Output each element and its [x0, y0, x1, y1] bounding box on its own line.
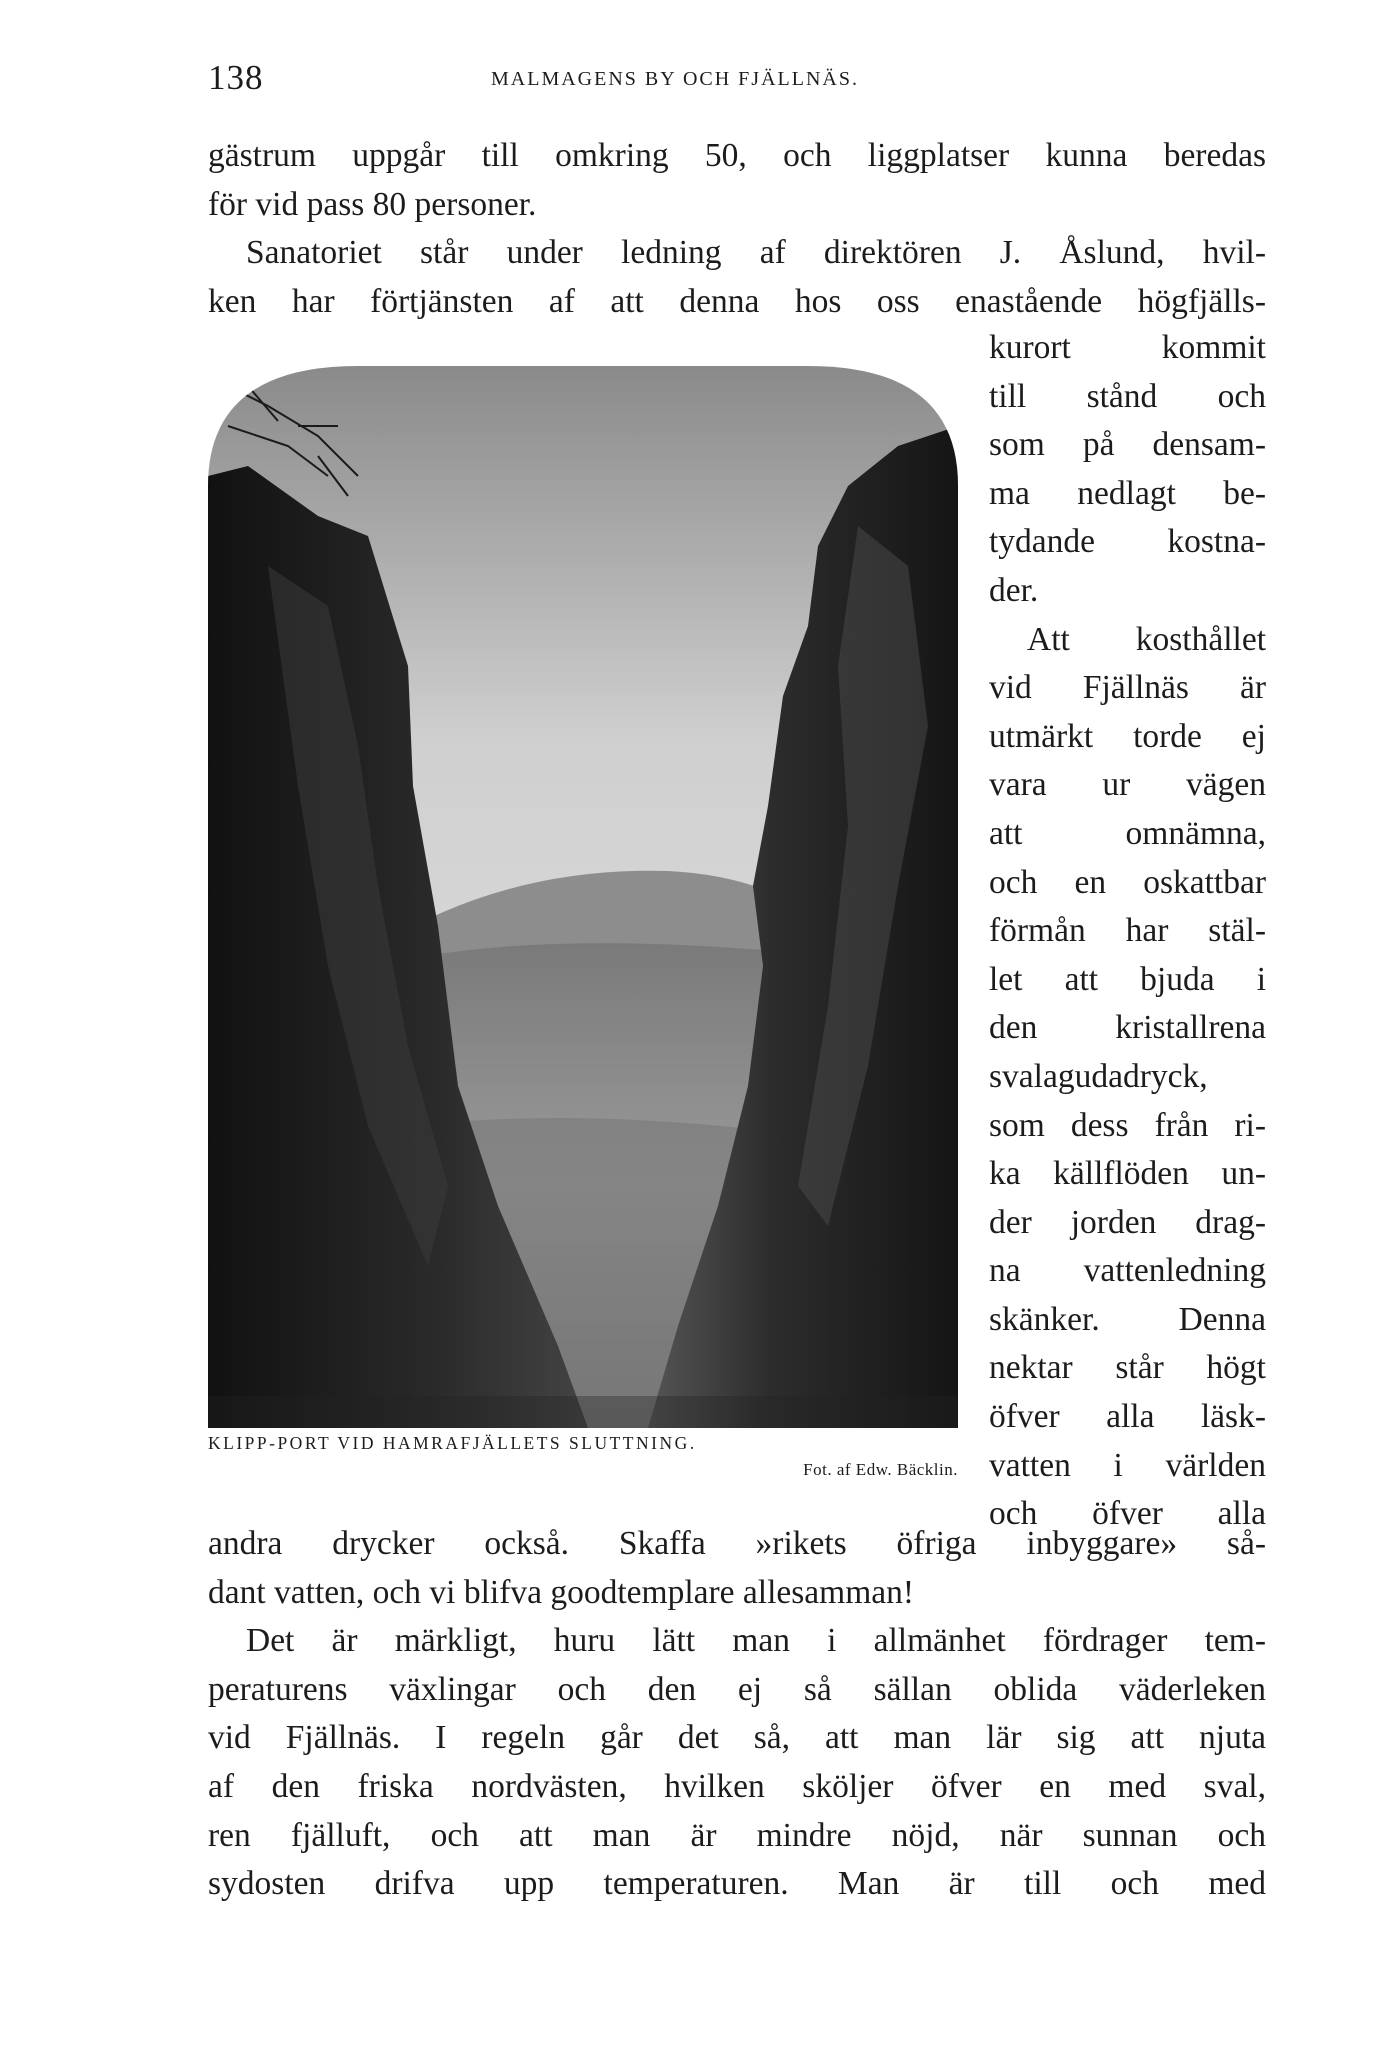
text-line: att omnämna, [989, 814, 1266, 852]
text-line: der jorden drag- [989, 1203, 1266, 1241]
text-line: der. [989, 571, 1039, 609]
top-paragraphs [208, 132, 1266, 326]
text-line: som dess från ri- [989, 1106, 1266, 1144]
text-line: nektar står högt [989, 1349, 1266, 1387]
text-line: den kristallrena [989, 1009, 1266, 1047]
text-line: na vattenledning [989, 1252, 1266, 1290]
text-line: ma nedlagt be- [989, 474, 1266, 512]
text-line: och öfver alla [989, 1495, 1266, 1533]
figure-caption: KLIPP-PORT VID HAMRAFJÄLLETS SLUTTNING. [208, 1433, 697, 1453]
text-line: vatten i världen [989, 1446, 1266, 1484]
text-line: som på densam- [989, 426, 1266, 464]
text-line: tydande kostna- [989, 523, 1266, 561]
photograph-rock-gate [208, 366, 958, 1428]
page-header [208, 58, 1266, 98]
bottom-paragraphs [208, 1520, 1266, 1909]
page-number: 138 [208, 58, 264, 97]
running-title: MALMAGENS BY OCH FJÄLLNÄS. [491, 68, 859, 90]
text-line: ka källflöden un- [989, 1155, 1266, 1193]
text-line: ken har förtjänsten af att denna hos oss enastående högfjälls- [208, 282, 1266, 320]
text-line: och en oskattbar [989, 863, 1266, 901]
text-line: kurort kommit [989, 329, 1266, 366]
photo-credit: Fot. af Edw. Bäcklin. [803, 1460, 958, 1479]
text-line: vid Fjällnäs är [989, 669, 1266, 707]
text-line: peraturens växlingar och den ej så sällan oblida väderleken [208, 1670, 1266, 1708]
text-line: vara ur vägen [989, 766, 1266, 804]
text-line: af den friska nordvästen, hvilken sköljer öfver en med sval, [208, 1767, 1266, 1805]
text-line: öfver alla läsk- [989, 1398, 1266, 1436]
text-line: Det är märkligt, huru lätt man i allmänhet fördrager tem- [246, 1622, 1266, 1660]
text-line: Att kosthållet [1027, 620, 1266, 658]
side-column [989, 324, 1266, 1539]
text-line: för vid pass 80 personer. [208, 185, 537, 223]
text-line: dant vatten, och vi blifva goodtemplare allesamman! [208, 1573, 915, 1611]
text-line: vid Fjällnäs. I regeln går det så, att man lär sig att njuta [208, 1719, 1266, 1757]
text-line: gästrum uppgår till omkring 50, och liggplatser kunna beredas [208, 137, 1266, 174]
text-line: till stånd och [989, 377, 1266, 415]
text-line: let att bjuda i [989, 960, 1266, 998]
text-line: sydosten drifva upp temperaturen. Man är till och med [208, 1865, 1266, 1903]
text-line: svalagudadryck, [989, 1057, 1208, 1095]
text-line: förmån har stäl- [989, 912, 1266, 950]
text-line: skänker. Denna [989, 1300, 1266, 1338]
text-line: Sanatoriet står under ledning af direktören J. Åslund, hvil- [246, 234, 1266, 272]
text-line: andra drycker också. Skaffa »rikets öfriga inbyggare» så- [208, 1525, 1266, 1562]
text-line: utmärkt torde ej [989, 717, 1266, 755]
text-line: ren fjälluft, och att man är mindre nöjd, när sunnan och [208, 1816, 1266, 1854]
